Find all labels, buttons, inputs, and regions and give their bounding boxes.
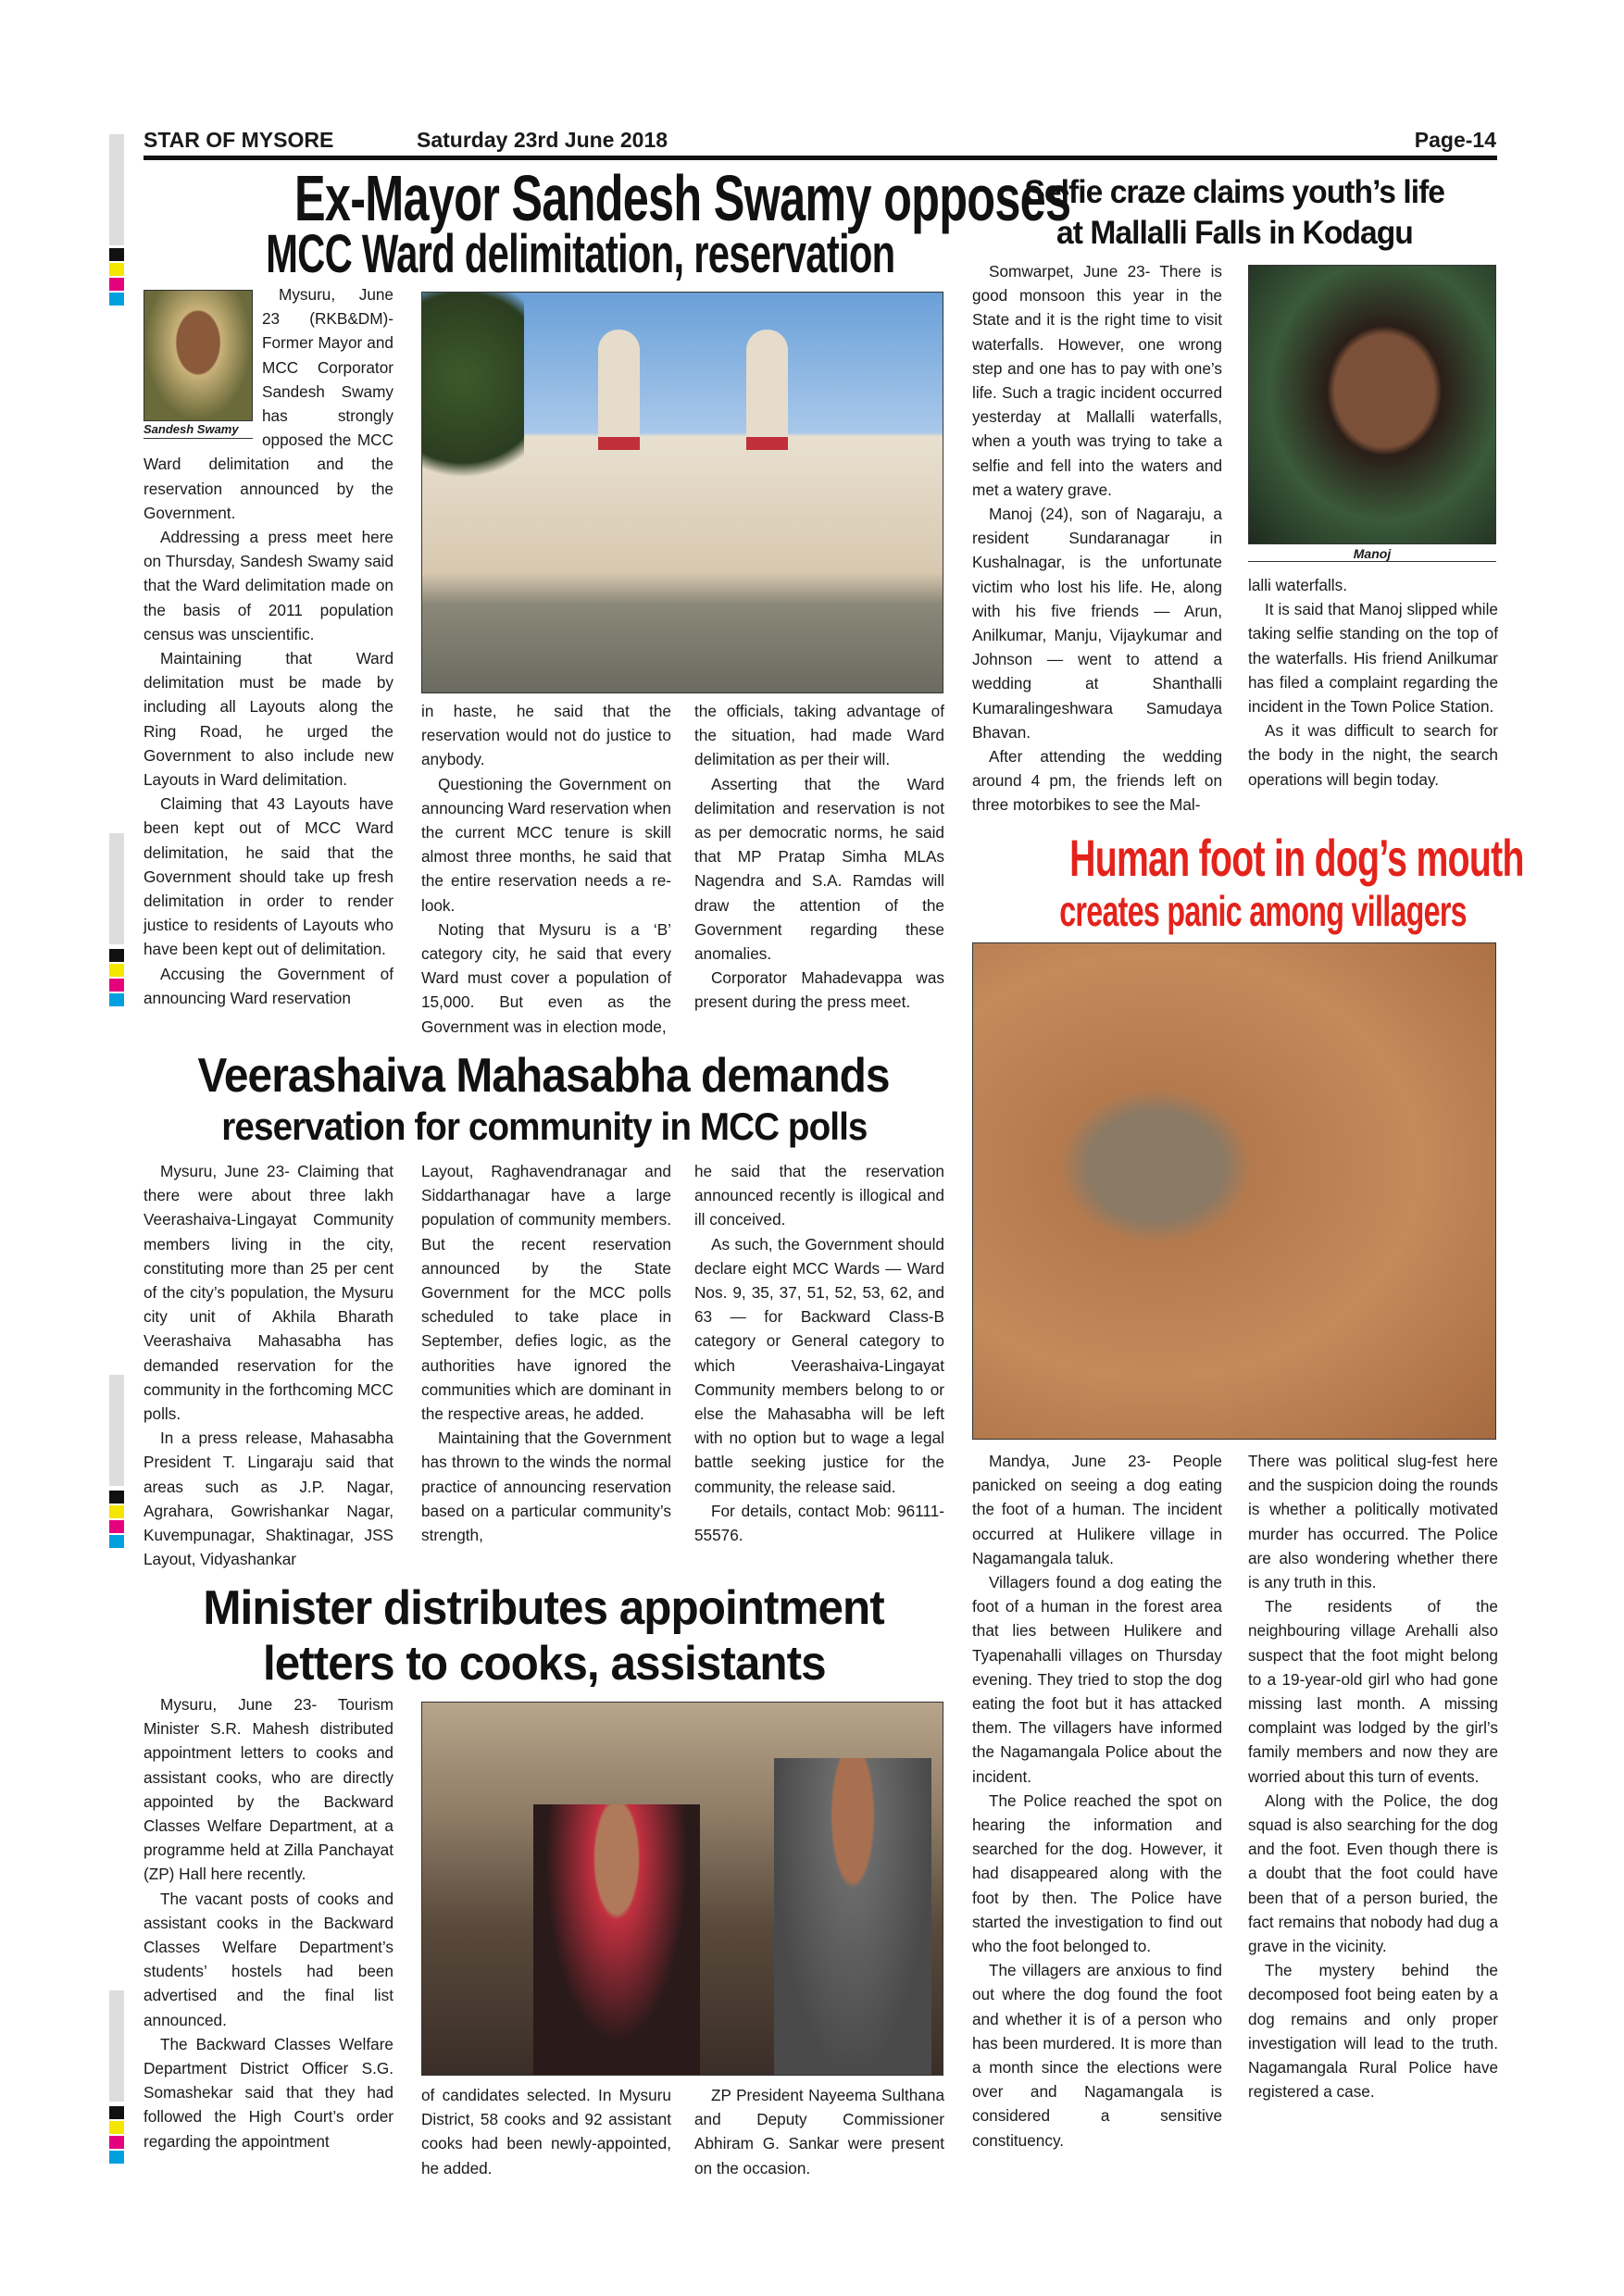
person-shape <box>774 1758 931 2075</box>
registration-mark-yellow <box>109 1505 124 1518</box>
registration-mark-cyan <box>109 993 124 1006</box>
registration-mark-yellow <box>109 263 124 276</box>
article4-headline <box>972 172 1496 213</box>
column-text <box>694 699 944 1015</box>
person-shape <box>533 1804 700 2075</box>
article-paragraph: As it was difficult to search for the body in the night, the search operations will begin today. <box>1248 721 1498 789</box>
article-paragraph: he said that the reservation announced recently is illogical and ill conceived. <box>694 1162 944 1229</box>
column-text <box>421 1159 671 1547</box>
headline-line: Selfie craze claims youth’s life <box>1024 174 1444 210</box>
portrait-block <box>144 290 253 439</box>
column-text <box>144 525 394 1010</box>
registration-mark-yellow <box>109 2121 124 2134</box>
article1-column-1 <box>144 282 394 1010</box>
article1-column-2 <box>421 699 671 1039</box>
column-text <box>1248 573 1498 792</box>
article3-column-3 <box>694 2083 944 2180</box>
article-paragraph: Along with the Police, the dog squad is also searching for the dog and the foot. Even though there is a doubt that the foot could have been that of a person buried, the fact remains that nobody had dug a grave in the vicinity. <box>1248 1791 1498 1956</box>
article-paragraph: The Backward Classes Welfare Department District Officer S.G. Somashekar said that they had followed the High Court’s order regarding the appointment <box>144 2034 394 2151</box>
registration-bar <box>109 833 124 944</box>
article-paragraph: There was political slug-fest here and the suspicion doing the rounds is whether a politically motivated murder has occurred. The Police are also wondering whether there is any truth in this. <box>1248 1452 1498 1592</box>
article-paragraph: For details, contact Mob: 96111-55576. <box>694 1501 944 1545</box>
article2-column-3 <box>694 1159 944 1547</box>
article-paragraph: Maintaining that the Government has thrown to the winds the normal practice of announcing reservation based on a particular community’s strength, <box>421 1429 671 1545</box>
article3-column-2 <box>421 2083 671 2180</box>
article5-headline <box>972 829 1524 888</box>
registration-mark-black <box>109 949 124 962</box>
newspaper-name: STAR OF MYSORE <box>144 128 334 152</box>
column-text <box>421 2083 671 2180</box>
article-paragraph: Mysuru, June 23- Claiming that there were about three lakh Veerashaiva-Lingayat Community members living in the city, constituting more than 25 per cent of the city’s population, the Mysuru city unit of Akhila Bharath Veerashaiva Mahasabha has demanded reservation for the community in the forthcoming MCC polls. <box>144 1162 394 1424</box>
article-paragraph: Somwarpet, June 23- There is good monsoon this year in the State and it is the right time to visit waterfalls. However, one wrong step and one has to pay with one’s life. Such a tragic incident occurred yesterday at Mallalli waterfalls, when a youth was trying to take a selfie and fell into the waters and met a watery grave. <box>972 262 1222 499</box>
tower-shape <box>746 330 788 450</box>
article2-headline <box>144 1048 944 1104</box>
article-paragraph: The residents of the neighbouring village Arehalli also suspect that the foot might belong to a 19-year-old girl who had gone missing last month. A missing complaint was lodged by the girl’s family members and now they are worried about this turn of events. <box>1248 1597 1498 1786</box>
article-paragraph: in haste, he said that the reservation would not do justice to anybody. <box>421 702 671 769</box>
article1-headline <box>144 162 1071 234</box>
article-paragraph: The Police reached the spot on hearing the information and searched for the dog. However, it had disappeared along with the foot by then. The Police have started the investigation to find out who the foot belonged to. <box>972 1791 1222 1956</box>
article-paragraph: Manoj (24), son of Nagaraju, a resident Sundaranagar in Kushalnagar, is the unfortunate victim who lost his life. He, along with his five friends — Arun, Anilkumar, Manju, Vijaykumar and Johnson — went to attend a wedding at Shanthalli Kumaralingeshwara Samudaya Bhavan. <box>972 505 1222 742</box>
headline-line: Human foot in dog’s mouth <box>1069 829 1524 887</box>
photo-caption: Sandesh Swamy <box>144 421 253 439</box>
headline-line: at Mallalli Falls in Kodagu <box>1056 215 1413 251</box>
article-paragraph: Layout, Raghavendranagar and Siddarthanagar have a large population of community members. But the recent reservation announced by the State Government for the MCC polls scheduled to take place in September, defies logic, as the authorities have ignored the communities which are dominant in the respective areas, he added. <box>421 1162 671 1424</box>
article-paragraph: Corporator Mahadevappa was present during the press meet. <box>694 968 944 1012</box>
column-text <box>421 699 671 1039</box>
article-paragraph: of candidates selected. In Mysuru District, 58 cooks and 92 assistant cooks had been newly-appointed, he added. <box>421 2086 671 2177</box>
article-paragraph: Asserting that the Ward delimitation and reservation is not as per democratic norms, he said that MP Pratap Simha MLAs Nagendra and S.A. Ramdas will draw the attention of the Government regarding these anomalies. <box>694 774 944 964</box>
registration-mark-magenta <box>109 1520 124 1533</box>
article4-subheadline <box>972 213 1496 254</box>
tower-shape <box>598 330 640 450</box>
article-paragraph: After attending the wedding around 4 pm, the friends left on three motorbikes to see the Mal- <box>972 747 1222 815</box>
registration-bar <box>109 1375 124 1486</box>
headline-line: letters to cooks, assistants <box>262 1637 826 1691</box>
human-foot-on-ground-photo <box>972 942 1496 1440</box>
registration-mark-black <box>109 1491 124 1504</box>
photo-caption: Manoj <box>1248 546 1496 562</box>
article-paragraph: the officials, taking advantage of the situation, had made Ward delimitation as per their will. <box>694 702 944 769</box>
article1-column-3 <box>694 699 944 1015</box>
registration-mark-yellow <box>109 964 124 977</box>
tree-shape <box>422 293 524 505</box>
article3-headline <box>144 1580 944 1636</box>
registration-mark-cyan <box>109 293 124 306</box>
article2-subheadline <box>144 1104 944 1150</box>
article3-subheadline <box>144 1636 944 1691</box>
headline-line: Minister distributes appointment <box>203 1581 885 1635</box>
column-text <box>144 1692 394 2153</box>
article-paragraph: Claiming that 43 Layouts have been kept out of MCC Ward delimitation, he said that the Government should take up fresh delimitation in order to render justice to residents of Layouts who have been kept out of delimitation. <box>144 794 394 959</box>
article2-column-1 <box>144 1159 394 1571</box>
article-paragraph: Mysuru, June 23 (RKB&DM)- Former Mayor and MCC Corporator Sandesh Swamy has strongly opposed the MCC Ward delimitation and the reservation announced by the Government. <box>144 285 394 522</box>
article-paragraph: It is said that Manoj slipped while taking selfie standing on the top of the waterfalls. His friend Anilkumar has filed a complaint regarding the incident in the Town Police Station. <box>1248 600 1498 717</box>
article-paragraph: Addressing a press meet here on Thursday, Sandesh Swamy said that the Ward delimitation made on the basis of 2011 population census was unscientific. <box>144 528 394 643</box>
registration-mark-black <box>109 2106 124 2119</box>
registration-mark-magenta <box>109 2136 124 2149</box>
issue-date: Saturday 23rd June 2018 <box>417 128 668 152</box>
column-text <box>1248 1449 1498 2103</box>
article5-column-2 <box>1248 1449 1498 2103</box>
header-rule <box>144 156 1497 160</box>
manoj-photo <box>1248 265 1496 544</box>
article-paragraph: Maintaining that Ward delimitation must be made by including all Layouts along the Ring Road, he urged the Government to also include new Layouts in Ward delimitation. <box>144 649 394 790</box>
article2-column-2 <box>421 1159 671 1547</box>
registration-bar <box>109 1990 124 2102</box>
article4-column-2 <box>1248 573 1498 792</box>
column-text <box>694 2083 944 2180</box>
article3-column-1 <box>144 1692 394 2153</box>
article1-subheadline <box>144 226 944 283</box>
article-paragraph: Noting that Mysuru is a ‘B’ category city, he said that every Ward must cover a population of 15,000. But even as the Government was in election mode, <box>421 919 671 1036</box>
appointment-letters-event-photo <box>421 1702 943 2076</box>
registration-bar <box>109 134 124 245</box>
article-paragraph: ZP President Nayeema Sulthana and Deputy Commissioner Abhiram G. Sankar were present on the occasion. <box>694 2086 944 2177</box>
sandesh-swamy-photo <box>144 290 253 421</box>
page-number: Page-14 <box>1414 128 1496 152</box>
registration-mark-cyan <box>109 1535 124 1548</box>
column-text <box>694 1159 944 1547</box>
headline-line: reservation for community in MCC polls <box>220 1104 868 1148</box>
column-text <box>972 259 1222 817</box>
column-text <box>144 1159 394 1571</box>
registration-mark-magenta <box>109 979 124 992</box>
article5-column-1 <box>972 1449 1222 2152</box>
registration-mark-black <box>109 248 124 261</box>
article-paragraph: Mysuru, June 23- Tourism Minister S.R. Mahesh distributed appointment letters to cooks and assistant cooks, who are directly appointed by the Backward Classes Welfare Department, at a programme held at Zilla Panchayat (ZP) Hall here recently. <box>144 1695 394 1884</box>
article-paragraph: As such, the Government should declare eight MCC Wards — Ward Nos. 9, 35, 37, 51, 52, 53, 62, and 63 — for Backward Class-B category or General category to which Veerashaiva-Lingayat Community members belong to or else the Mahasabha will be left with no option but to wage a legal battle seeking justice for the community, the release said. <box>694 1234 944 1496</box>
article-paragraph: The mystery behind the decomposed foot being eaten by a dog remains and only proper investigation will lead to the truth. Nagamangala Rural Police have registered a case. <box>1248 1961 1498 2102</box>
mysuru-heritage-building-photo <box>421 292 943 693</box>
article4-column-1 <box>972 259 1222 817</box>
headline-line: Ex-Mayor Sandesh Swamy opposes <box>294 162 1071 234</box>
registration-mark-cyan <box>109 2151 124 2164</box>
article5-subheadline <box>972 887 1496 935</box>
headline-line: creates panic among villagers <box>1059 887 1467 935</box>
headline-line: Veerashaiva Mahasabha demands <box>197 1049 891 1103</box>
article-paragraph: The villagers are anxious to find out where the dog found the foot and whether it is of a person who has been murdered. It is more than a month since the elections were over and Nagamangala is considered a sensitive constituency. <box>972 1961 1222 2150</box>
article-paragraph: In a press release, Mahasabha President T. Lingaraju said that areas such as J.P. Nagar, Agrahara, Gowrishankar Nagar, Kuvempunagar, Shaktinagar, JSS Layout, Vidyashankar <box>144 1429 394 1569</box>
article-paragraph: lalli waterfalls. <box>1248 576 1347 594</box>
article-paragraph: Accusing the Government of announcing Ward reservation <box>144 964 394 1007</box>
article-paragraph: The vacant posts of cooks and assistant cooks in the Backward Classes Welfare Department’s students’ hostels had been advertised and the final list announced. <box>144 1889 394 2029</box>
article-paragraph: Questioning the Government on announcing Ward reservation when the current MCC tenure is skill almost three months, he said that the entire reservation needs a re-look. <box>421 774 671 915</box>
headline-line: MCC Ward delimitation, reservation <box>266 224 895 284</box>
article-paragraph: Mandya, June 23- People panicked on seeing a dog eating the foot of a human. The incident occurred at Hulikere village in Nagamangala taluk. <box>972 1452 1222 1567</box>
registration-mark-magenta <box>109 278 124 291</box>
article-paragraph: Villagers found a dog eating the foot of a human in the forest area that lies between Hulikere and Tyapenahalli villages on Thursday evening. They tried to stop the dog eating the foot but it has attacked them. The villagers have informed the Nagamangala Police about the incident. <box>972 1573 1222 1786</box>
column-text <box>972 1449 1222 2152</box>
